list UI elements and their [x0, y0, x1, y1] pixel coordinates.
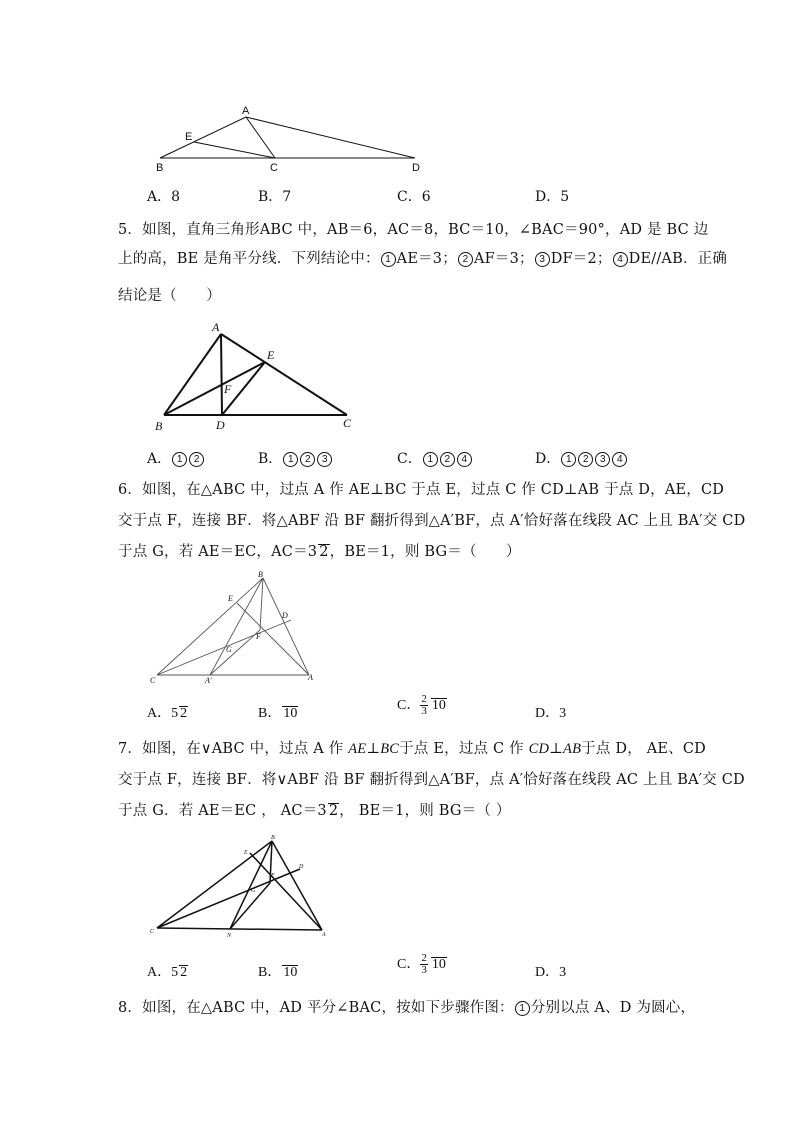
- label-A: A: [242, 105, 250, 117]
- q7-option-b[interactable]: B． 10: [258, 965, 298, 980]
- q4-option-d[interactable]: D．5: [535, 189, 570, 205]
- label-G: G: [226, 645, 232, 654]
- q5-option-b[interactable]: B． 1 2 3: [258, 448, 333, 468]
- figure-q6: [148, 568, 328, 686]
- q6-line-2: 交于点 F，连接 BF．将△ABF 沿 BF 翻折得到△A′BF，点 A′恰好落在线段 AC 上且 BA′交 CD: [118, 513, 746, 529]
- label-C: C: [343, 416, 352, 430]
- label-A: A: [308, 673, 313, 682]
- label-A: A: [212, 320, 220, 334]
- circled-1: 1: [381, 252, 396, 267]
- q7-line-1: 7．如图，在∨ABC 中，过点 A 作 AE⊥BC于点 E，过点 C 作 CD⊥AB于点 D， AE、CD: [118, 741, 706, 757]
- q7-option-d[interactable]: D．3: [535, 965, 567, 980]
- label-E: E: [267, 348, 275, 362]
- q4-option-a[interactable]: A．8: [147, 189, 181, 205]
- label-D: D: [299, 864, 304, 870]
- label-C: C: [270, 162, 278, 174]
- label-B: B: [271, 835, 275, 841]
- q4-option-b[interactable]: B．7: [258, 189, 292, 205]
- q7-option-c[interactable]: C． $\frac{2}{3}$ 10: [397, 952, 446, 977]
- label-N: N: [227, 933, 232, 939]
- q8-line-1: 8．如图，在△ABC 中，AD 平分∠BAC，按如下步骤作图： 1 分别以点 A、D 为圆心，: [118, 1000, 696, 1016]
- circled-4: 4: [613, 252, 628, 267]
- label-C: C: [150, 929, 155, 935]
- q6-line-1: 6．如图，在△ABC 中，过点 A 作 AE⊥BC 于点 E，过点 C 作 CD⊥AB 于点 D，AE，CD: [118, 482, 725, 498]
- q5-line-1: 5．如图，直角三角形ABC 中，AB＝6，AC＝8，BC＝10，∠BAC＝90°，AD 是 BC 边: [118, 222, 709, 238]
- label-E: E: [185, 131, 193, 143]
- label-F: F: [271, 873, 275, 879]
- q7-option-a[interactable]: A．5 2: [147, 965, 188, 980]
- label-A: A: [322, 932, 326, 938]
- q6-option-a[interactable]: A．5 2: [147, 706, 188, 721]
- label-E: E: [228, 594, 233, 603]
- q6-option-b[interactable]: B． 10: [258, 706, 298, 721]
- q7-line-3: 于点 G．若 AE＝EC ， AC＝3 2， BE＝1，则 BG＝（ ）: [118, 803, 511, 819]
- label-B: B: [156, 162, 164, 174]
- label-D: D: [216, 418, 225, 432]
- label-G: G: [251, 888, 256, 894]
- label-C: C: [150, 676, 156, 685]
- q6-option-c[interactable]: C． $\frac{2}{3}$ 10: [397, 693, 446, 718]
- q5-line-2: 上的高，BE 是角平分线．下列结论中： 1 AE＝3； 2 AF＝3； 3 DF＝2； 4 DE//AB．正确: [118, 251, 728, 267]
- label-F: F: [256, 632, 261, 641]
- label-F: F: [224, 382, 232, 396]
- q7-line-2: 交于点 F，连接 BF．将∨ABF 沿 BF 翻折得到△A′BF，点 A′恰好落在线段 AC 上且 BA′交 CD: [118, 772, 745, 788]
- q6-line-3: 于点 G，若 AE＝EC，AC＝3 2，BE＝1，则 BG＝（ ）: [118, 544, 521, 560]
- q5-option-c[interactable]: C． 1 2 4: [397, 448, 473, 468]
- label-D: D: [282, 611, 288, 620]
- label-E: E: [244, 850, 248, 856]
- q4-option-c[interactable]: C．6: [397, 189, 431, 205]
- figure-q5: [150, 318, 370, 436]
- label-B: B: [155, 419, 163, 433]
- label-B: B: [258, 570, 263, 579]
- label-A-prime: A′: [205, 676, 212, 685]
- circled-2: 2: [458, 252, 473, 267]
- q5-option-a[interactable]: A． 1 2: [147, 448, 205, 468]
- q6-option-d[interactable]: D．3: [535, 706, 567, 721]
- figure-q7: [148, 830, 338, 942]
- circled-3: 3: [535, 252, 550, 267]
- q5-line-3: 结论是（ ）: [118, 288, 221, 304]
- label-D: D: [412, 162, 420, 174]
- figure-q4: [150, 100, 440, 180]
- circled-1: 1: [515, 1001, 530, 1016]
- q5-option-d[interactable]: D． 1 2 3 4: [535, 448, 628, 468]
